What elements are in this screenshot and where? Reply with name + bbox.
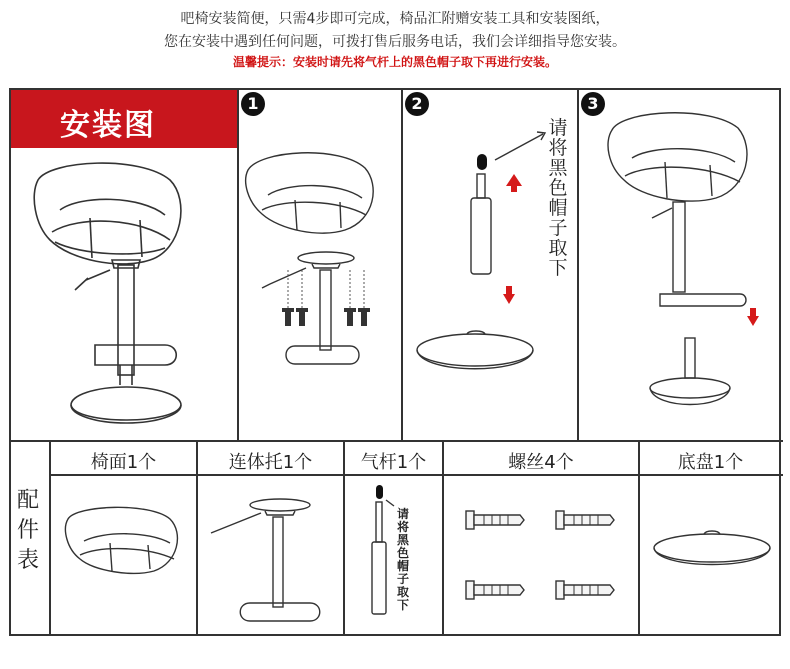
note-char: 黑: [548, 157, 568, 179]
intro-line-2: 您在安装中遇到任何问题，可拨打售后服务电话，我们会详细指导您安装。: [164, 34, 626, 50]
step-2-badge: 2: [405, 92, 429, 116]
seat-illustration: [62, 505, 187, 585]
assembled-chair-illustration: [30, 160, 220, 430]
screws-illustration: [460, 505, 620, 615]
warm-tip: 温馨提示：安装时请先将气杆上的黑色帽子取下再进行安装。: [232, 55, 557, 69]
step-3-badge: 3: [581, 92, 605, 116]
base-illustration: [650, 520, 775, 580]
step-1-illustration: [240, 150, 400, 380]
note-char: 子: [548, 217, 568, 239]
note-char: 帽: [396, 559, 409, 573]
part-label-screws: 螺丝4个: [508, 452, 574, 473]
note-char: 请: [548, 117, 568, 139]
side-title-char: 配: [16, 488, 39, 513]
note-char: 取: [548, 237, 568, 259]
note-char: 将: [396, 520, 409, 534]
step-1-badge: 1: [241, 92, 265, 116]
divider: [49, 474, 783, 476]
divider: [237, 88, 239, 440]
note-char: 下: [548, 257, 568, 279]
part-label-gas-lift: 气杆1个: [360, 452, 427, 473]
parts-list-title: [14, 486, 42, 576]
part-label-bracket: 连体托1个: [228, 452, 313, 473]
banner-title: 安装图: [60, 108, 156, 143]
note-char: 黑: [396, 533, 409, 547]
note-char: 请: [396, 507, 409, 521]
note-char: 帽: [548, 197, 568, 219]
note-char: 将: [548, 137, 568, 159]
note-char: 下: [396, 598, 409, 612]
part-label-seat: 椅面1个: [90, 452, 157, 473]
divider: [577, 88, 579, 440]
step-3-illustration: [600, 110, 770, 430]
divider: [401, 88, 403, 440]
bracket-illustration: [205, 495, 340, 635]
part-label-base: 底盘1个: [677, 452, 744, 473]
gas-lift-illustration: [360, 480, 400, 620]
intro-line-1: 吧椅安装简便，只需4步即可完成，椅品汇附赠安装工具和安装图纸，: [180, 11, 610, 27]
side-title-char: 表: [16, 548, 39, 573]
step-2-illustration: [405, 117, 575, 390]
note-char: 色: [548, 177, 568, 199]
gas-lift-note: [396, 508, 410, 612]
divider: [9, 440, 783, 442]
note-char: 取: [396, 585, 409, 599]
side-title-char: 件: [16, 518, 39, 543]
note-char: 子: [396, 572, 409, 586]
note-char: 色: [396, 546, 409, 560]
